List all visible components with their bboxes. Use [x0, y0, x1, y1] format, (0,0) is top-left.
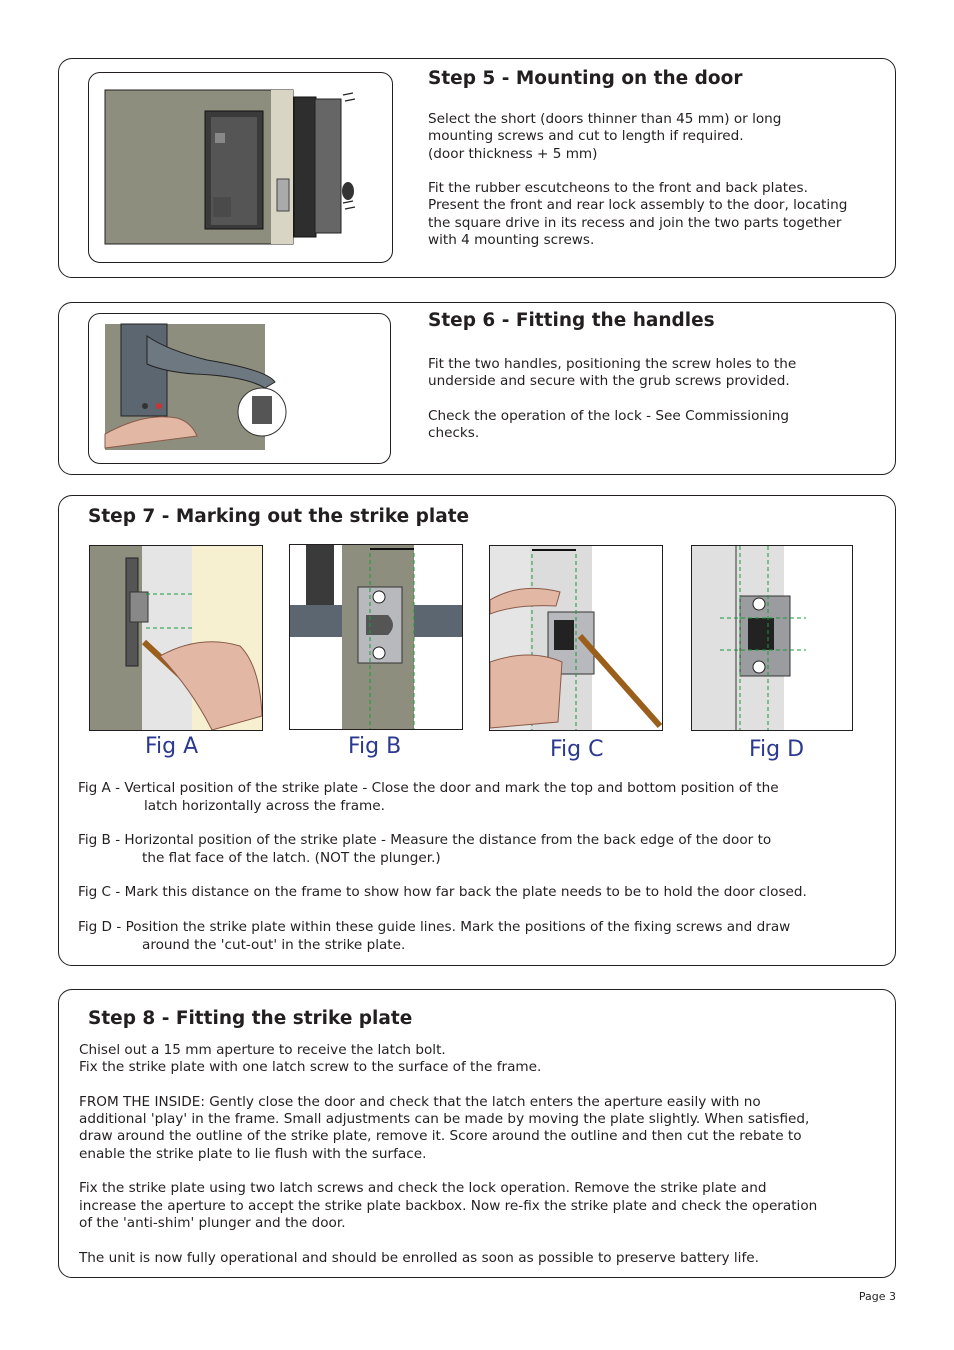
step6-body — [428, 356, 880, 442]
step8-title: Step 8 - Fitting the strike plate — [88, 1008, 413, 1029]
fitting-handles-illustration — [89, 314, 389, 462]
step8-paragraph-3: Fix the strike plate using two latch screws and check the lock operation. Remove the strike plate and increase the aperture to accept the strike plate backbox. Now re-fix the strike plate and check the operation of the 'anti-shim' plunger and the door. — [79, 1180, 818, 1231]
step8-body — [79, 1042, 884, 1267]
page-number: Page 3 — [858, 1290, 896, 1303]
fig-a-image — [89, 545, 263, 731]
step5-paragraph-2: Fit the rubber escutcheons to the front and back plates. Present the front and rear lock assembly to the door, locating the square drive in its recess and join the two parts together with 4 mounting screws. — [428, 180, 848, 249]
step7-title: Step 7 - Marking out the strike plate — [88, 506, 470, 527]
fig-b-note: Fig B - Horizontal position of the strike plate - Measure the distance from the back edge of the door to the flat face of the latch. (NOT the plunger.) — [78, 832, 772, 866]
step5-body — [428, 111, 880, 249]
step6-paragraph-1: Fit the two handles, positioning the screw holes to the underside and secure with the grub screws provided. — [428, 356, 797, 390]
step5-title: Step 5 - Mounting on the door — [428, 68, 743, 89]
fig-c-label: Fig C — [550, 737, 604, 762]
step8-paragraph-4: The unit is now fully operational and should be enrolled as soon as possible to preserve battery life. — [79, 1249, 759, 1266]
step6-paragraph-2: Check the operation of the lock - See Commissioning checks. — [428, 407, 790, 442]
step6-title: Step 6 - Fitting the handles — [428, 310, 715, 331]
fig-a-note: Fig A - Vertical position of the strike plate - Close the door and mark the top and bottom position of the latch horizontally across the frame. — [78, 780, 779, 814]
fig-a-label: Fig A — [145, 734, 199, 759]
step8-paragraph-2: FROM THE INSIDE: Gently close the door and check that the latch enters the aperture easily with no additional 'play' in the frame. Small adjustments can be made by moving the plate slightly. When satisfied, draw around the outline of the strike plate, remove it. Score around the outline and then cut the rebate to enable the strike plate to lie flush with the surface. — [79, 1093, 810, 1162]
fig-d-image — [691, 545, 853, 731]
fig-c-image — [489, 545, 663, 731]
fig-b-image — [289, 544, 463, 730]
step6-image-frame — [88, 313, 391, 464]
fig-b-label: Fig B — [348, 734, 402, 759]
step8-paragraph-1: Chisel out a 15 mm aperture to receive the latch bolt. Fix the strike plate with one latch screw to the surface of the frame. — [79, 1042, 542, 1076]
fig-c-note: Fig C - Mark this distance on the frame to show how far back the plate needs to be to hold the door closed. — [78, 884, 807, 900]
fig-d-label: Fig D — [749, 737, 805, 762]
step5-image-frame — [88, 72, 393, 263]
step5-paragraph-1: Select the short (doors thinner than 45 mm) or long mounting screws and cut to length if required. (door thickness + 5 mm) — [428, 111, 782, 162]
door-mounting-illustration — [89, 73, 391, 261]
fig-d-note: Fig D - Position the strike plate within these guide lines. Mark the positions of the fixing screws and draw around the 'cut-out' in the strike plate. — [78, 919, 791, 953]
